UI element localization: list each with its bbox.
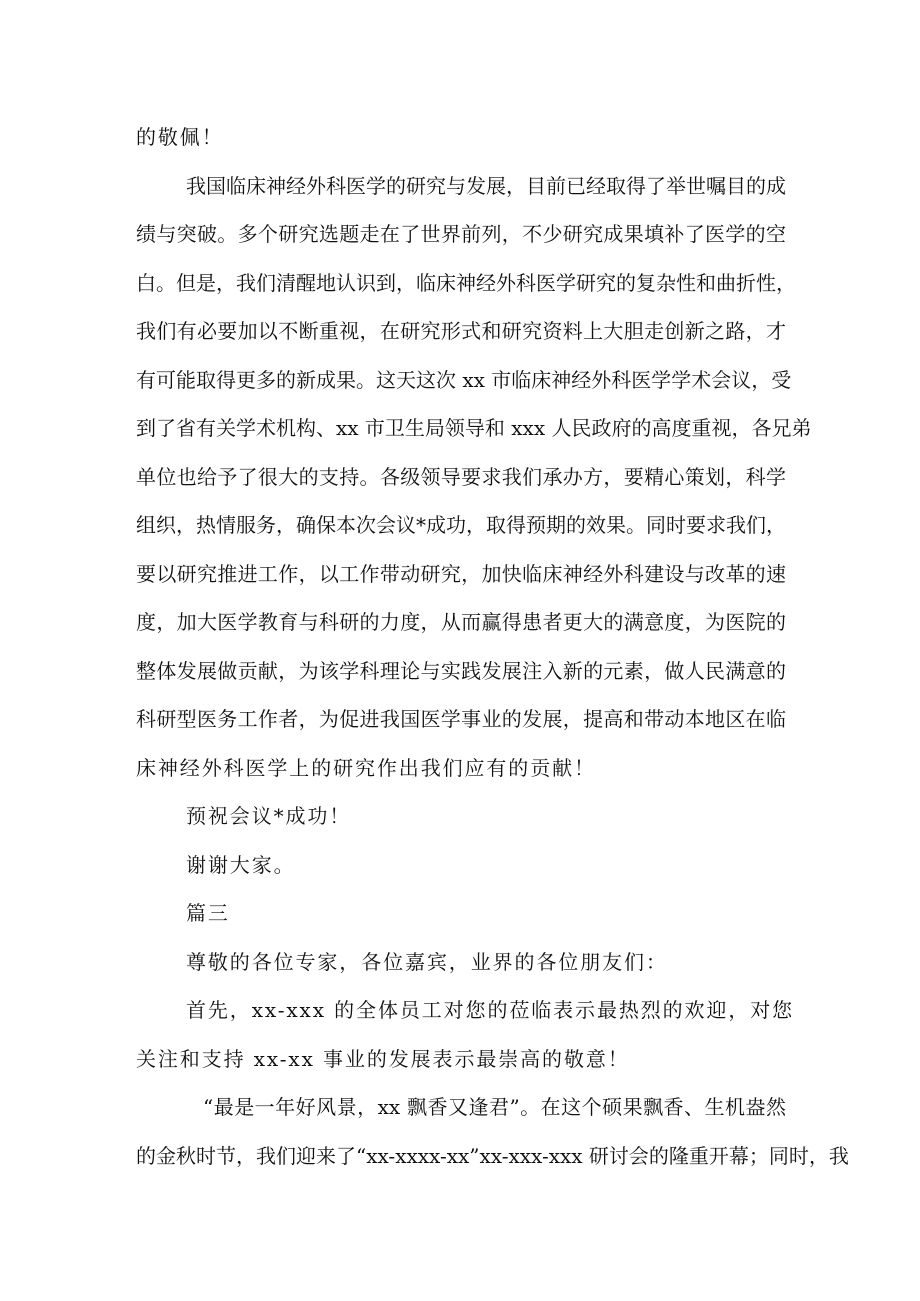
- text-line: 度，加大医学教育与科研的力度，从而赢得患者更大的满意度，为医院的: [136, 610, 786, 634]
- text-line: 尊敬的各位专家，各位嘉宾，业界的各位朋友们：: [186, 950, 668, 974]
- text-line: 整体发展做贡献，为该学科理论与实践发展注入新的元素，做人民满意的: [136, 659, 786, 683]
- text-line: 绩与突破。多个研究选题走在了世界前列，不少研究成果填补了医学的空: [136, 222, 786, 246]
- text-line: 我们有必要加以不断重视，在研究形式和研究资料上大胆走创新之路，才: [136, 319, 786, 343]
- text-line: 我国临床神经外科医学的研究与发展，目前已经取得了举世嘱目的成: [186, 174, 786, 198]
- section-heading: 篇三: [186, 901, 230, 925]
- text-line: 床神经外科医学上的研究作出我们应有的贡献！: [136, 756, 596, 780]
- text-line: 的敬佩！: [136, 125, 224, 149]
- text-line: 关注和支持 xx-xx 事业的发展表示最崇高的敬意！: [136, 1047, 630, 1071]
- text-line: 首先，xx-xxx 的全体员工对您的莅临表示最热烈的欢迎，对您: [186, 998, 795, 1022]
- text-line: 要以研究推进工作，以工作带动研究，加快临床神经外科建设与改革的速: [136, 562, 786, 586]
- text-line: 有可能取得更多的新成果。这天这次 xx 市临床神经外科医学学术会议，受: [136, 368, 792, 392]
- text-line: 谢谢大家。: [186, 853, 296, 877]
- text-line: 单位也给予了很大的支持。各级领导要求我们承办方，要精心策划，科学: [136, 465, 786, 489]
- text-line: “最是一年好风景，xx 飘香又逢君”。在这个硕果飘香、生机盎然: [203, 1095, 786, 1119]
- text-line: 组织，热情服务，确保本次会议*成功，取得预期的效果。同时要求我们，: [136, 513, 786, 537]
- text-line: 白。但是，我们清醒地认识到，临床神经外科医学研究的复杂性和曲折性，: [136, 271, 796, 295]
- text-line: 到了省有关学术机构、xx 市卫生局领导和 xxx 人民政府的高度重视，各兄弟: [136, 416, 812, 440]
- text-line: 科研型医务工作者，为促进我国医学事业的发展，提高和带动本地区在临: [136, 707, 786, 731]
- text-line: 预祝会议*成功！: [186, 804, 352, 828]
- text-line: 的金秋时节，我们迎来了“xx-xxxx-xx”xx-xxx-xxx 研讨会的隆重开幕；同时，我: [136, 1144, 849, 1168]
